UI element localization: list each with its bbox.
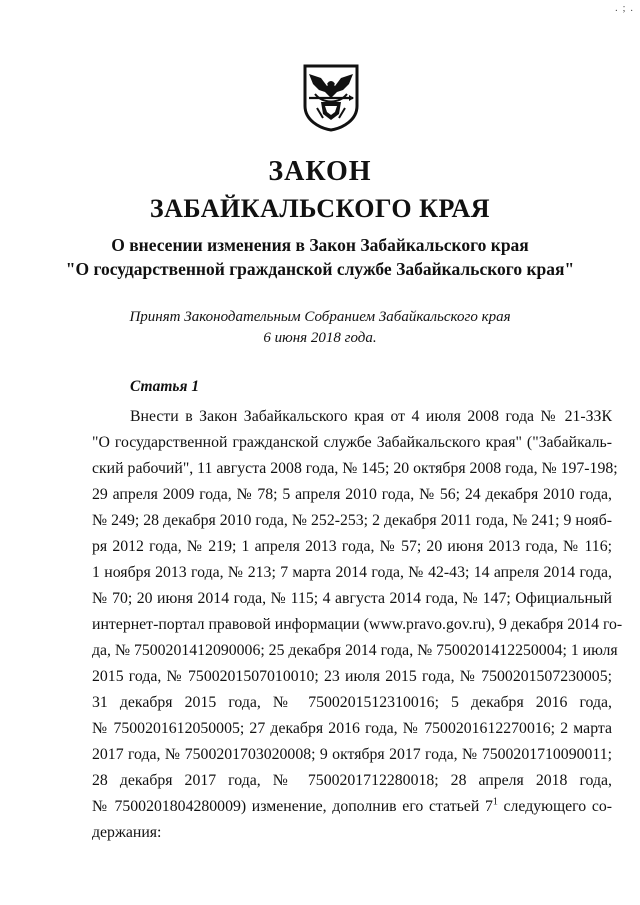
article-line: да, № 7500201412090006; 25 декабря 2014 года, № 7500201412250004; 1 июля xyxy=(92,642,618,659)
article-body xyxy=(92,404,623,846)
coat-of-arms-emblem xyxy=(299,62,363,132)
adoption-date: 6 июня 2018 года. xyxy=(263,330,377,346)
document-subtitle-line-1: О внесении изменения в Закон Забайкальского края xyxy=(111,235,529,255)
article-line: 2015 года, № 7500201507010010; 23 июля 2015 года, № 7500201507230005; xyxy=(92,668,612,685)
article-line: держания: xyxy=(92,824,162,841)
article-line: № 7500201612050005; 27 декабря 2016 года, № 7500201612270016; 2 марта xyxy=(92,720,612,737)
document-title: ЗАКОН xyxy=(268,156,372,187)
article-line: ря 2012 года, № 219; 1 апреля 2013 года, № 57; 20 июня 2013 года, № 116; xyxy=(92,538,612,555)
article-line: интернет-портал правовой информации (www.pravo.gov.ru), 9 декабря 2014 го- xyxy=(92,616,623,633)
article-line-text: № 7500201804280009) изменение, дополнив его статьей 7 xyxy=(92,798,493,815)
article-line: 31 декабря 2015 года, № 7500201512310016; 5 декабря 2016 года, xyxy=(92,694,612,711)
article-line: 28 декабря 2017 года, № 7500201712280018; 28 апреля 2018 года, xyxy=(92,772,612,789)
article-heading: Статья 1 xyxy=(130,378,200,395)
document-subtitle-line-2: "О государственной гражданской службе Забайкальского края" xyxy=(65,259,575,279)
article-line-with-superscript xyxy=(92,794,612,820)
article-line: 1 ноября 2013 года, № 213; 7 марта 2014 года, № 42-43; 14 апреля 2014 года, xyxy=(92,564,612,581)
article-number-superscript: 1 xyxy=(492,796,498,808)
article-line: № 70; 20 июня 2014 года, № 115; 4 августа 2014 года, № 147; Официальный xyxy=(92,590,612,607)
article-line: № 249; 28 декабря 2010 года, № 252-253; 2 декабря 2011 года, № 241; 9 нояб- xyxy=(92,512,612,529)
article-line: Внести в Закон Забайкальского края от 4 июля 2008 года № 21-ЗЗК xyxy=(130,408,612,425)
adoption-note-line-1: Принят Законодательным Собранием Забайкальского края xyxy=(129,309,511,325)
article-line: "О государственной гражданской службе Забайкальского края" ("Забайкаль- xyxy=(92,434,612,451)
article-line-text-end: следующего со- xyxy=(497,798,612,815)
page-mark: . ; . xyxy=(614,2,634,14)
document-region-title: ЗАБАЙКАЛЬСКОГО КРАЯ xyxy=(149,194,491,223)
article-line: 2017 года, № 7500201703020008; 9 октября 2017 года, № 7500201710090011; xyxy=(92,746,612,763)
article-line: ский рабочий", 11 августа 2008 года, № 145; 20 октября 2008 года, № 197-198; xyxy=(92,460,618,477)
article-line: 29 апреля 2009 года, № 78; 5 апреля 2010 года, № 56; 24 декабря 2010 года, xyxy=(92,486,612,503)
